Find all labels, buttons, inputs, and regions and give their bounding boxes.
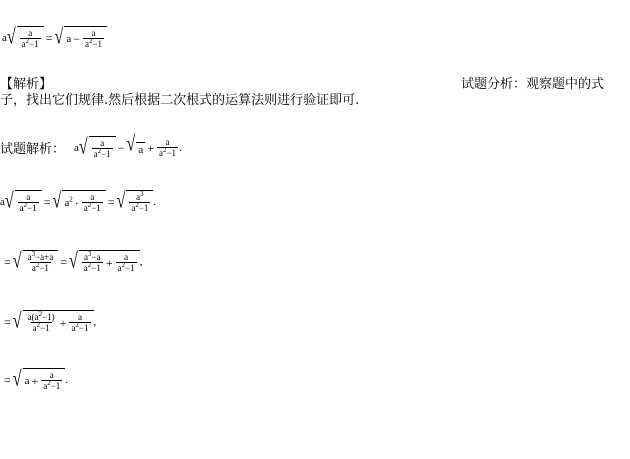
solution-step-3: = √ $\frac{a(a^2-1)}{a^2-1}$ + $\frac{a}{a^2-1}$ ,	[4, 310, 97, 333]
analysis-header: 【解析】	[0, 77, 53, 92]
problem-equation: a √ $\frac{a}{a^2-1}$ = √ a − $\frac{a}{a^2-1}$	[2, 26, 107, 49]
solution-step-1: a √ $\frac{a}{a^2-1}$ = √ $a^2$ · $\frac{a}{a^2-1}$ = √ $\frac{a^3}{a^2-1}$ .	[0, 190, 157, 213]
analysis-label	[461, 77, 604, 93]
solution-label: 试题解析：	[0, 142, 66, 157]
solution-claim: a √ $\frac{a}{a^2-1}$ − √ a + $\frac{a}{a^2-1}$ .	[74, 132, 182, 159]
solution-step-2: = √ $\frac{a^3-a+a}{a^2-1}$ = √ $\frac{a^3-a}{a^2-1}$ + $\frac{a}{a^2-1}$ ,	[4, 250, 143, 273]
solution-step-4: = √ a + $\frac{a}{a^2-1}$ .	[4, 368, 69, 391]
analysis-label-text: 试题分析：	[461, 77, 527, 92]
analysis-text-line2: 子，找出它们规律.然后根据二次根式的运算法则进行验证即可.	[0, 93, 360, 108]
analysis-text-line1: 观察题中的式	[526, 77, 605, 92]
